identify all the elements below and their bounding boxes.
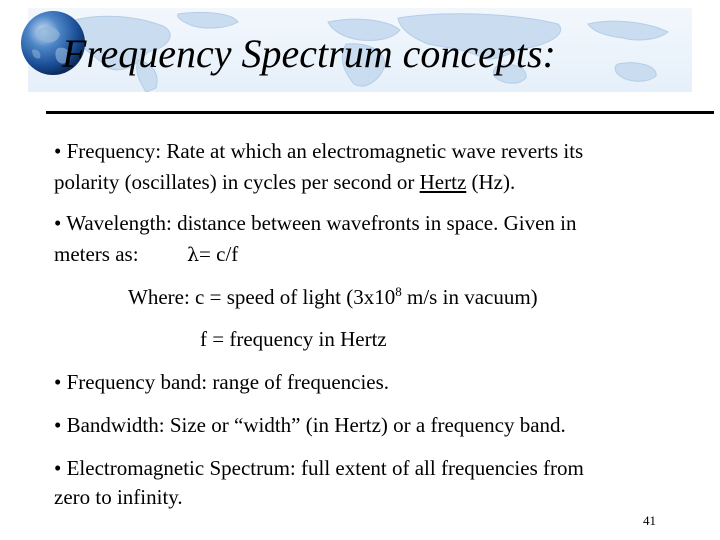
where-unit: m/s in vacuum): [401, 285, 538, 309]
where-frequency: f = frequency in Hertz: [200, 327, 387, 351]
bullet-frequency-line1: • Frequency: Rate at which an electromagnetic wave reverts its: [54, 139, 584, 163]
bullet-spectrum-line1: • Electromagnetic Spectrum: full extent of all frequencies from: [54, 456, 584, 480]
bullet-wavelength-line1: • Wavelength: distance between wavefronts in space. Given in: [54, 211, 577, 235]
where-text: Where: c = speed of light (3x10: [128, 285, 396, 309]
formula-text: = c/f: [199, 242, 239, 266]
exponent: 8: [395, 284, 402, 299]
bullet-frequency-suffix: (Hz).: [466, 170, 516, 194]
wavelength-formula: [187, 239, 238, 271]
bullet-spectrum-line2: zero to infinity.: [54, 485, 183, 509]
bullet-wavelength-line2: meters as:: [54, 242, 139, 266]
hertz-link[interactable]: Hertz: [419, 170, 467, 194]
title-divider: [46, 111, 714, 114]
page-number: 41: [643, 513, 656, 528]
bullet-bandwidth: • Bandwidth: Size or “width” (in Hertz) or a frequency band.: [54, 413, 566, 437]
lambda-symbol: λ: [187, 244, 200, 266]
where-speed-of-light: [128, 282, 538, 313]
bullet-frequency-band: • Frequency band: range of frequencies.: [54, 370, 390, 394]
bullet-frequency-text: polarity (oscillates) in cycles per second or: [54, 170, 420, 194]
bullet-frequency-line2: [54, 167, 515, 198]
page-title: Frequency Spectrum concepts:: [62, 31, 556, 76]
